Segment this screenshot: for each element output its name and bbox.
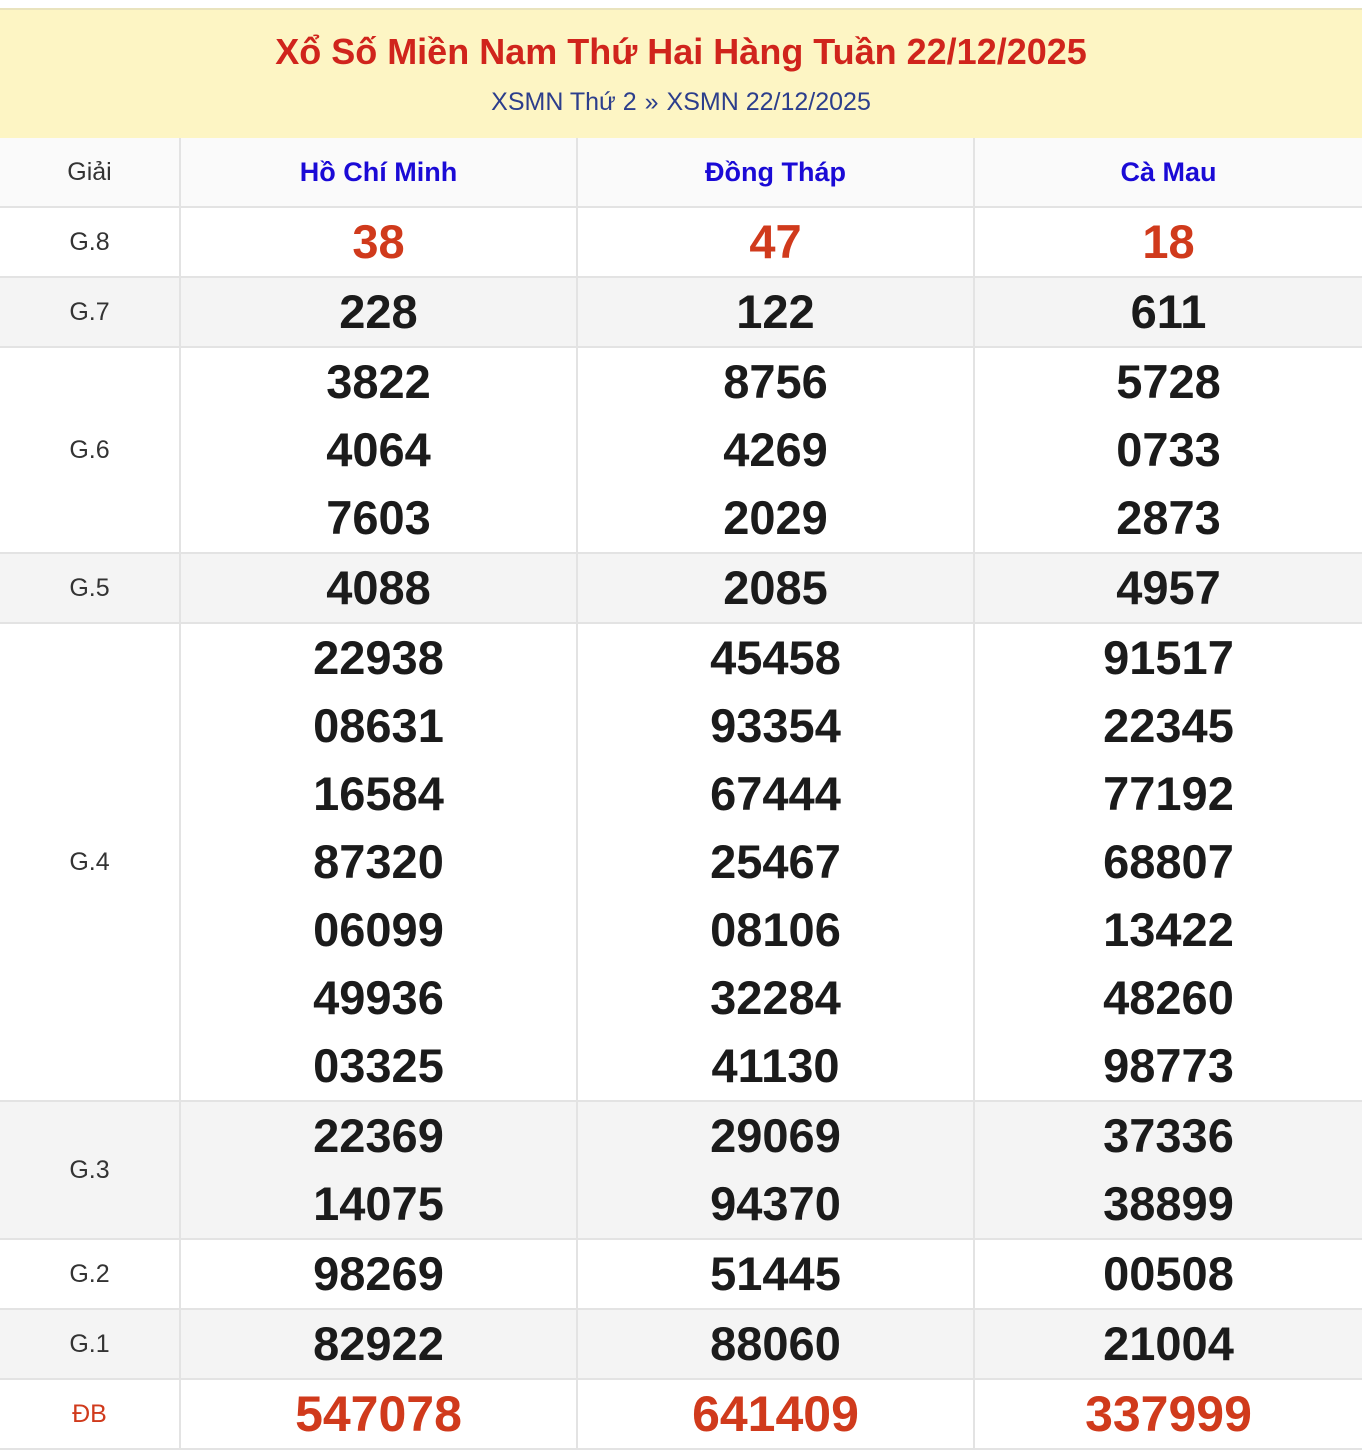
prize-number: 68807 xyxy=(1103,835,1234,888)
prize-number: 18 xyxy=(1142,215,1195,268)
prize-label: G.2 xyxy=(0,1239,180,1309)
prize-number: 06099 xyxy=(313,903,444,956)
prize-number: 7603 xyxy=(326,491,431,544)
prize-row xyxy=(0,347,1362,553)
prize-number: 25467 xyxy=(710,835,841,888)
prize-label: G.1 xyxy=(0,1309,180,1379)
prize-number: 32284 xyxy=(710,971,841,1024)
prize-number: 93354 xyxy=(710,699,841,752)
prize-row xyxy=(0,1379,1362,1449)
prize-number: 3822 xyxy=(326,355,431,408)
prize-number: 41130 xyxy=(711,1039,840,1092)
prize-number: 51445 xyxy=(710,1247,841,1300)
breadcrumb-link-date[interactable]: XSMN 22/12/2025 xyxy=(666,88,871,116)
prize-number: 82922 xyxy=(313,1317,444,1370)
prize-number: 21004 xyxy=(1103,1317,1234,1370)
prize-cell xyxy=(974,1309,1362,1379)
breadcrumb-link-weekday[interactable]: XSMN Thứ 2 xyxy=(491,88,637,116)
breadcrumb xyxy=(0,86,1362,118)
prize-cell xyxy=(577,623,974,1101)
prize-cell xyxy=(180,1309,577,1379)
prize-cell xyxy=(974,347,1362,553)
prize-number: 22369 xyxy=(313,1109,444,1162)
prize-label: G.6 xyxy=(0,347,180,553)
results-header xyxy=(0,8,1362,138)
prize-number: 03325 xyxy=(313,1039,444,1092)
prize-number: 2029 xyxy=(723,491,828,544)
prize-number: 47 xyxy=(749,215,802,268)
prize-number: 22345 xyxy=(1103,699,1234,752)
prize-label: G.3 xyxy=(0,1101,180,1239)
prize-number: 4269 xyxy=(723,423,828,476)
prize-number: 08106 xyxy=(710,903,841,956)
prize-label: G.7 xyxy=(0,277,180,347)
prize-number: 38 xyxy=(352,215,405,268)
prize-number: 5728 xyxy=(1116,355,1221,408)
prize-cell xyxy=(180,1379,577,1449)
prize-label: G.5 xyxy=(0,553,180,623)
prize-number: 2085 xyxy=(723,561,828,614)
prize-cell xyxy=(180,347,577,553)
breadcrumb-separator: » xyxy=(644,88,659,116)
prize-cell xyxy=(577,1239,974,1309)
prize-number: 38899 xyxy=(1103,1177,1234,1230)
prize-number: 49936 xyxy=(313,971,444,1024)
prize-number: 37336 xyxy=(1103,1109,1234,1162)
prize-cell xyxy=(974,277,1362,347)
special-prize-number: 641409 xyxy=(692,1386,859,1442)
prize-number: 13422 xyxy=(1103,903,1234,956)
prize-number: 08631 xyxy=(313,699,444,752)
prize-cell xyxy=(577,277,974,347)
prize-cell xyxy=(180,207,577,277)
prize-number: 98773 xyxy=(1103,1039,1234,1092)
prize-cell xyxy=(577,1101,974,1239)
prize-number: 00508 xyxy=(1103,1247,1234,1300)
prize-cell xyxy=(974,623,1362,1101)
prize-number: 77192 xyxy=(1103,767,1234,820)
prize-number: 94370 xyxy=(710,1177,841,1230)
prize-number: 29069 xyxy=(710,1109,841,1162)
prize-label: G.8 xyxy=(0,207,180,277)
prize-number: 14075 xyxy=(313,1177,444,1230)
prize-cell xyxy=(180,1101,577,1239)
prize-row xyxy=(0,623,1362,1101)
prize-label: ĐB xyxy=(0,1379,180,1449)
prize-number: 8756 xyxy=(723,355,828,408)
column-header-province[interactable]: Đồng Tháp xyxy=(577,138,974,207)
prize-number: 16584 xyxy=(313,767,444,820)
results-table xyxy=(0,138,1362,1450)
prize-cell xyxy=(974,1101,1362,1239)
prize-row xyxy=(0,277,1362,347)
prize-number: 4957 xyxy=(1116,561,1221,614)
prize-cell xyxy=(180,623,577,1101)
prize-cell xyxy=(180,277,577,347)
prize-cell xyxy=(577,1379,974,1449)
prize-cell xyxy=(577,207,974,277)
column-header-province[interactable]: Cà Mau xyxy=(974,138,1362,207)
prize-cell xyxy=(974,1379,1362,1449)
results-body xyxy=(0,207,1362,1449)
prize-number: 2873 xyxy=(1116,491,1221,544)
prize-cell xyxy=(577,553,974,623)
prize-row xyxy=(0,1101,1362,1239)
prize-number: 4064 xyxy=(326,423,431,476)
special-prize-number: 337999 xyxy=(1085,1386,1252,1442)
prize-number: 122 xyxy=(736,285,815,338)
prize-cell xyxy=(974,207,1362,277)
prize-cell xyxy=(180,553,577,623)
page-title: Xổ Số Miền Nam Thứ Hai Hàng Tuần 22/12/2025 xyxy=(275,31,1087,72)
prize-number: 4088 xyxy=(326,561,431,614)
prize-number: 67444 xyxy=(710,767,841,820)
prize-row xyxy=(0,1239,1362,1309)
prize-number: 88060 xyxy=(710,1317,841,1370)
column-header-prize: Giải xyxy=(0,138,180,207)
prize-row xyxy=(0,1309,1362,1379)
prize-number: 91517 xyxy=(1103,631,1234,684)
prize-cell xyxy=(577,1309,974,1379)
prize-number: 48260 xyxy=(1103,971,1234,1024)
prize-row xyxy=(0,207,1362,277)
prize-number: 611 xyxy=(1130,285,1207,338)
special-prize-number: 547078 xyxy=(295,1386,462,1442)
prize-cell xyxy=(974,553,1362,623)
column-header-province[interactable]: Hồ Chí Minh xyxy=(180,138,577,207)
prize-number: 87320 xyxy=(313,835,444,888)
table-header-row xyxy=(0,138,1362,207)
prize-row xyxy=(0,553,1362,623)
prize-number: 228 xyxy=(339,285,418,338)
prize-cell xyxy=(577,347,974,553)
prize-number: 0733 xyxy=(1116,423,1221,476)
prize-cell xyxy=(974,1239,1362,1309)
prize-number: 22938 xyxy=(313,631,444,684)
prize-number: 45458 xyxy=(710,631,841,684)
prize-number: 98269 xyxy=(313,1247,444,1300)
prize-label: G.4 xyxy=(0,623,180,1101)
prize-cell xyxy=(180,1239,577,1309)
